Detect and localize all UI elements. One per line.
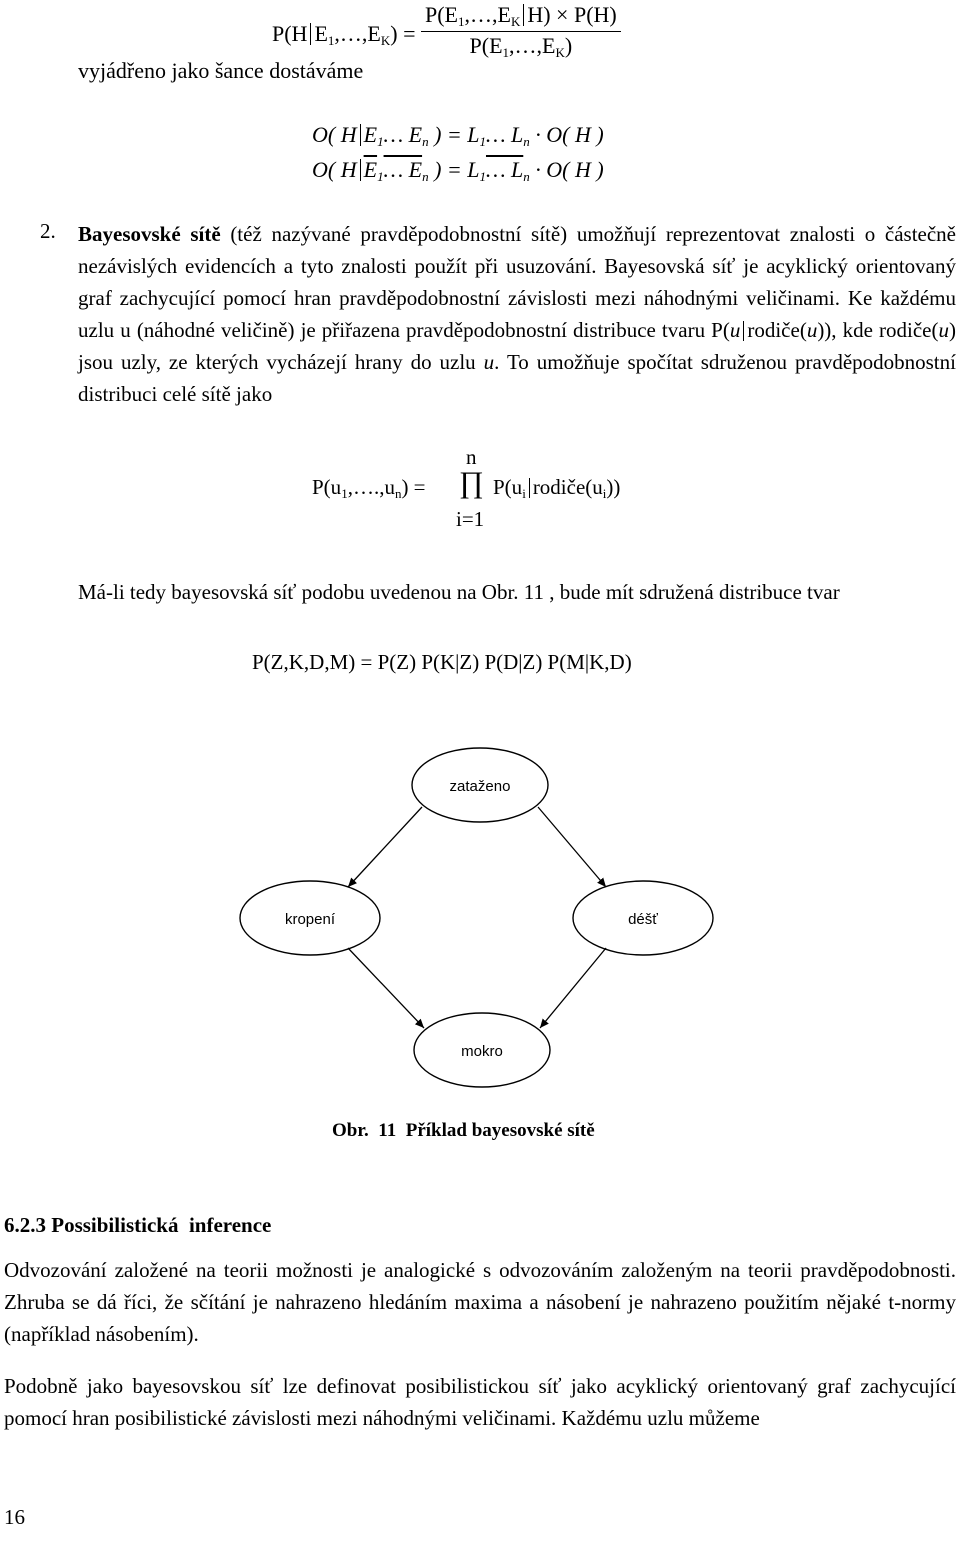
edge-dest-mokro (540, 948, 606, 1028)
possibilistic-paragraph-2: Podobně jako bayesovskou síť lze definovat posibilistickou síť jako acyklický orientovaný graf zachycující pomocí hran posibilistické závislosti mezi náhodnými veličinami. Každému uzlu můžeme (4, 1374, 956, 1430)
list-number: 2. (40, 219, 56, 243)
odds-formula-2: O( H $\overline{E}_1\dots$ $E_n$ ) = $L_1\dots$ $L_n \cdot O$( H ) (312, 157, 604, 184)
product-lower: i=1 (456, 507, 485, 531)
node-label-kropeni: kropení (284, 911, 336, 928)
joint-formula: P(Z,K,D,M) = P(Z) P(K|Z) P(D|Z) P(M|K,D) (252, 650, 632, 674)
node-label-mokro: mokro (461, 1043, 503, 1060)
section2-paragraph: Bayesovské sítě (též nazývané pravděpodobnostní sítě) umožňují reprezentovat znalosti o částečně nezávislých evidencích a tyto znalosti použít při usuzování. Bayesovská síť je acyklický orientovaný graf zachycující pomocí hran pravděpodobnostní závislosti mezi náhodnými veličinami. Ke každému uzlu u (náhodné veličině) je přiřazena pravděpodobnostní distribuce tvaru P(u rodiče(u)), kde rodiče(u) jsou uzly, ze kterých vycházejí hrany do uzlu u. To umožňuje spočítat sdruženou pravděpodobnostní distribuci celé sítě jako (78, 222, 956, 406)
bayes-fraction: $\frac{P(E_1,\dots,E_K H) \times P(H)}{P(E_1,\dots,E_K)}$ (421, 2, 621, 61)
joint-paragraph: Má-li tedy bayesovská síť podobu uvedenou na Obr. 11 , bude mít sdružená distribuce tvar (78, 580, 840, 604)
page-number: 16 (4, 1505, 25, 1529)
term-bayes-networks: Bayesovské sítě (78, 222, 221, 246)
odds-intro: vyjádřeno jako šance dostáváme (78, 58, 364, 83)
edge-zatazeno-kropeni (348, 807, 422, 887)
odds-formula-1: O( H $E_1\dots$ $E_n$ ) = $L_1\dots$ $L_n \cdot O$( H ) (312, 122, 604, 149)
edge-kropeni-mokro (348, 948, 424, 1028)
product-upper: n (466, 445, 477, 469)
product-formula-rhs: $P(u_i$ $rodiče(u_i)$) (493, 475, 621, 501)
bayes-network-diagram (200, 735, 760, 1105)
bayes-formula: P(H $E_1,\dots,E_K$) = $\frac{P(E_1,\dots,E_K H) \times P(H)}{P(E_1,\dots,E_K)}$ (272, 2, 621, 61)
section-heading: 6.2.3 Possibilistická inference (4, 1213, 272, 1237)
node-label-zatazeno: zataženo (449, 778, 511, 795)
node-label-dest: déšť (628, 911, 658, 928)
possibilistic-paragraph-1: Odvozování založené na teorii možnosti je analogické s odvozováním založeným na teorii pravděpodobnosti. Zhruba se dá říci, že sčítání je nahrazeno hledáním maxima a násobení je nahrazeno použitím nějaké t-normy (například násobením). (4, 1258, 956, 1346)
figure-caption: Obr. 11 Příklad bayesovské sítě (332, 1120, 595, 1141)
product-symbol: ∏ (459, 466, 484, 499)
product-formula-lhs: $P(u_1,\dots.,u_n)$ = (312, 475, 426, 501)
edge-zatazeno-dest (538, 807, 606, 887)
